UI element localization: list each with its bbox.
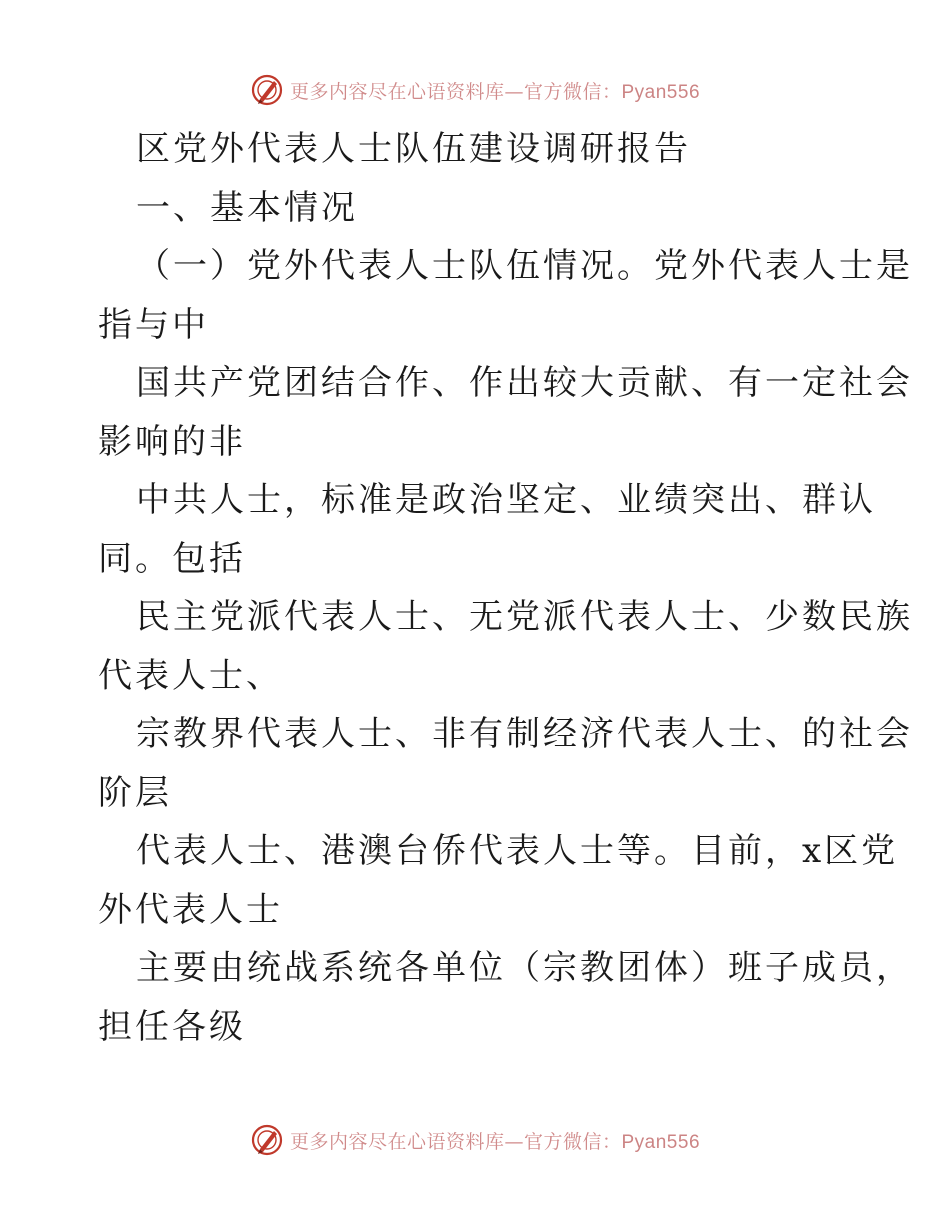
document-title: 区党外代表人士队伍建设调研报告 [136, 129, 691, 169]
watermark-banner-top [0, 70, 950, 110]
paragraph-line: 外代表人士 [98, 889, 283, 930]
paragraph-line: 阶层 [98, 772, 172, 813]
paragraph-line: 影响的非 [98, 421, 246, 462]
paragraph-line: 代表人士、 [98, 655, 283, 696]
document-body [98, 120, 913, 1056]
paragraph-line: 中共人士，标准是政治坚定、业绩突出、群认 [136, 480, 876, 520]
paragraph-line: 民主党派代表人士、无党派代表人士、少数民族 [136, 597, 913, 637]
watermark-text-top: 更多内容尽在心语资料库—官方微信：Pyan556 [289, 80, 701, 103]
pen-logo-icon [250, 73, 284, 107]
watermark-banner-bottom [0, 1120, 950, 1160]
paragraph-line: 同。包括 [98, 538, 246, 579]
paragraph-line: 宗教界代表人士、非有制经济代表人士、的社会 [136, 714, 913, 754]
paragraph-line: 国共产党团结合作、作出较大贡献、有一定社会 [136, 363, 913, 403]
pen-logo-icon [250, 1123, 284, 1157]
paragraph-line: 担任各级 [98, 1006, 246, 1047]
watermark-text-bottom: 更多内容尽在心语资料库—官方微信：Pyan556 [289, 1130, 701, 1153]
paragraph-line: （一）党外代表人士队伍情况。党外代表人士是 [136, 246, 913, 286]
section-heading: 一、基本情况 [136, 187, 358, 228]
paragraph-line: 指与中 [98, 304, 209, 345]
paragraph-line: 主要由统战系统各单位（宗教团体）班子成员， [136, 948, 913, 988]
paragraph-line: 代表人士、港澳台侨代表人士等。目前，x区党 [136, 831, 899, 871]
